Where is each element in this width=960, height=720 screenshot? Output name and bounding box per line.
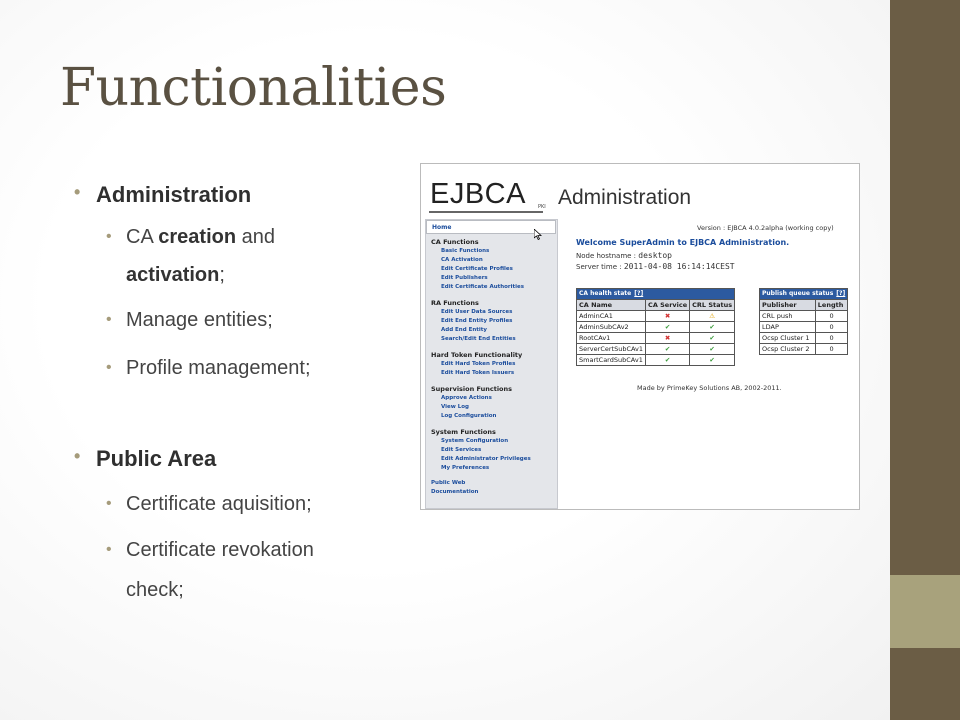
table-row bbox=[760, 322, 848, 333]
table-row bbox=[760, 344, 848, 355]
ca-name-cell: SmartCardSubCAv1 bbox=[577, 355, 646, 366]
publisher-cell: LDAP bbox=[760, 322, 816, 333]
menu-item-edit-certificate-authorities[interactable]: Edit Certificate Authorities bbox=[441, 284, 525, 290]
help-link[interactable]: [?] bbox=[634, 290, 644, 297]
menu-item-edit-administrator-privileges[interactable]: Edit Administrator Privileges bbox=[441, 456, 531, 462]
menu-item-edit-services[interactable]: Edit Services bbox=[441, 447, 482, 453]
text-segment-bold: creation bbox=[158, 226, 237, 248]
menu-item-my-preferences[interactable]: My Preferences bbox=[441, 465, 490, 471]
help-link[interactable]: [?] bbox=[836, 290, 846, 297]
checkmark-icon: ✔ bbox=[664, 356, 671, 364]
menu-link-documentation[interactable]: Documentation bbox=[431, 489, 479, 495]
checkmark-icon: ✔ bbox=[709, 356, 715, 364]
table-row bbox=[577, 311, 735, 322]
admin-side-menu bbox=[425, 219, 558, 509]
server-time-label: Server time : bbox=[576, 263, 624, 271]
column-header: CRL Status bbox=[690, 300, 735, 311]
ca-service-status-cell bbox=[646, 333, 690, 344]
side-accent-bar-middle bbox=[890, 575, 960, 648]
text-segment: Certificate revokation bbox=[126, 539, 314, 561]
node-hostname-value: desktop bbox=[638, 251, 672, 260]
menu-item-edit-publishers[interactable]: Edit Publishers bbox=[441, 275, 488, 281]
column-header: CA Name bbox=[577, 300, 646, 311]
sub-bullet-profile-management: • Profile management; bbox=[102, 346, 404, 390]
ca-health-title bbox=[577, 289, 735, 300]
crl-status-cell bbox=[690, 344, 735, 355]
ca-name-cell: ServerCertSubCAv1 bbox=[577, 344, 646, 355]
crl-status-cell bbox=[690, 333, 735, 344]
node-hostname bbox=[576, 251, 672, 260]
menu-item-view-log[interactable]: View Log bbox=[441, 404, 469, 410]
ca-health-title-text: CA health state bbox=[579, 290, 632, 297]
table-row bbox=[760, 333, 848, 344]
table-row bbox=[577, 333, 735, 344]
side-accent-bar-top bbox=[890, 0, 960, 575]
column-header: Length bbox=[815, 300, 847, 311]
menu-section-hard-token: Hard Token Functionality bbox=[431, 351, 523, 359]
administration-header-title: Administration bbox=[558, 186, 692, 209]
menu-item-edit-hard-token-profiles[interactable]: Edit Hard Token Profiles bbox=[441, 361, 516, 367]
server-time-value: 2011-04-08 16:14:14CEST bbox=[623, 262, 735, 271]
crl-status-cell bbox=[690, 355, 735, 366]
menu-link-public-web[interactable]: Public Web bbox=[431, 480, 466, 486]
ejbca-admin-screenshot bbox=[420, 163, 860, 510]
version-text: Version : EJBCA 4.0.2alpha (working copy) bbox=[697, 224, 834, 232]
checkmark-icon: ✔ bbox=[709, 334, 715, 342]
menu-item-add-end-entity[interactable]: Add End Entity bbox=[441, 327, 487, 333]
column-header: Publisher bbox=[760, 300, 816, 311]
menu-item-approve-actions[interactable]: Approve Actions bbox=[441, 395, 492, 401]
queue-length-cell: 0 bbox=[815, 344, 847, 355]
ca-service-status-cell bbox=[646, 322, 690, 333]
server-time bbox=[576, 262, 735, 271]
ca-health-table bbox=[576, 288, 735, 366]
crl-status-cell bbox=[690, 311, 735, 322]
menu-item-edit-certificate-profiles[interactable]: Edit Certificate Profiles bbox=[441, 266, 513, 272]
queue-length-cell: 0 bbox=[815, 311, 847, 322]
slide-title: Functionalities bbox=[60, 58, 447, 118]
menu-item-log-configuration[interactable]: Log Configuration bbox=[441, 413, 497, 419]
publish-queue-column-header-row bbox=[760, 300, 848, 311]
publisher-cell: Ocsp Cluster 1 bbox=[760, 333, 816, 344]
queue-length-cell: 0 bbox=[815, 333, 847, 344]
menu-item-edit-hard-token-issuers[interactable]: Edit Hard Token Issuers bbox=[441, 370, 515, 376]
text-segment-bold: activation bbox=[126, 264, 220, 286]
text-segment: check; bbox=[126, 579, 184, 601]
ca-name-cell: RootCAv1 bbox=[577, 333, 646, 344]
ca-health-column-header-row bbox=[577, 300, 735, 311]
publish-queue-title bbox=[760, 289, 848, 300]
publish-queue-title-row bbox=[760, 289, 848, 300]
bullet-heading-public-area: • Public Area bbox=[74, 446, 404, 472]
ca-service-status-cell bbox=[646, 311, 690, 322]
warning-triangle-icon: ⚠ bbox=[709, 312, 716, 320]
side-accent-bar-bottom bbox=[890, 648, 960, 720]
sub-bullet-certificate-revokation bbox=[102, 530, 404, 610]
ca-service-status-cell bbox=[646, 355, 690, 366]
menu-item-search-edit-end-entities[interactable]: Search/Edit End Entities bbox=[441, 336, 516, 342]
ca-service-status-cell bbox=[646, 344, 690, 355]
publisher-cell: CRL push bbox=[760, 311, 816, 322]
sub-bullet-ca-creation bbox=[74, 218, 404, 294]
publish-queue-table bbox=[759, 288, 848, 355]
checkmark-icon: ✔ bbox=[664, 323, 671, 331]
menu-section-system: System Functions bbox=[431, 428, 496, 436]
sub-bullet-manage-entities: • Manage entities; bbox=[102, 298, 404, 342]
menu-item-basic-functions[interactable]: Basic Functions bbox=[441, 248, 490, 254]
ca-name-cell: AdminSubCAv2 bbox=[577, 322, 646, 333]
text-segment: and bbox=[236, 226, 275, 248]
text-segment: CA bbox=[126, 226, 159, 248]
ca-health-title-row bbox=[577, 289, 735, 300]
logo-underline bbox=[429, 211, 543, 213]
node-hostname-label: Node hostname : bbox=[576, 252, 639, 260]
menu-item-edit-user-data-sources[interactable]: Edit User Data Sources bbox=[441, 309, 513, 315]
publisher-cell: Ocsp Cluster 2 bbox=[760, 344, 816, 355]
ejbca-header bbox=[421, 164, 859, 216]
menu-section-ca-functions: CA Functions bbox=[431, 238, 479, 246]
checkmark-icon: ✔ bbox=[709, 323, 715, 331]
menu-section-supervision: Supervision Functions bbox=[431, 385, 513, 393]
logo-trademark: PKI bbox=[538, 204, 546, 210]
queue-length-cell: 0 bbox=[815, 322, 847, 333]
publish-queue-title-text: Publish queue status bbox=[762, 290, 834, 297]
sub-bullet-certificate-aquisition: • Certificate aquisition; bbox=[102, 482, 404, 526]
bullet-heading-administration: • Administration bbox=[74, 182, 404, 208]
checkmark-icon: ✔ bbox=[709, 345, 715, 353]
menu-home-link[interactable]: Home bbox=[426, 220, 556, 234]
menu-item-system-configuration[interactable]: System Configuration bbox=[441, 438, 509, 444]
checkmark-icon: ✔ bbox=[664, 345, 671, 353]
table-row bbox=[577, 344, 735, 355]
table-row bbox=[577, 322, 735, 333]
menu-item-edit-end-entity-profiles[interactable]: Edit End Entity Profiles bbox=[441, 318, 513, 324]
ca-name-cell: AdminCA1 bbox=[577, 311, 646, 322]
table-row bbox=[760, 311, 848, 322]
cross-icon: ✖ bbox=[664, 312, 671, 320]
column-header: CA Service bbox=[646, 300, 690, 311]
bullet-list bbox=[74, 182, 404, 610]
mouse-cursor-icon bbox=[534, 229, 542, 240]
text-segment: ; bbox=[219, 264, 225, 286]
welcome-message: Welcome SuperAdmin to EJBCA Administration. bbox=[576, 238, 790, 247]
made-by-footer: Made by PrimeKey Solutions AB, 2002-2011. bbox=[637, 384, 782, 392]
crl-status-cell bbox=[690, 322, 735, 333]
cross-icon: ✖ bbox=[664, 334, 671, 342]
menu-section-ra-functions: RA Functions bbox=[431, 299, 479, 307]
menu-item-ca-activation[interactable]: CA Activation bbox=[441, 257, 483, 263]
ejbca-logo: EJBCA bbox=[430, 178, 526, 210]
table-row bbox=[577, 355, 735, 366]
